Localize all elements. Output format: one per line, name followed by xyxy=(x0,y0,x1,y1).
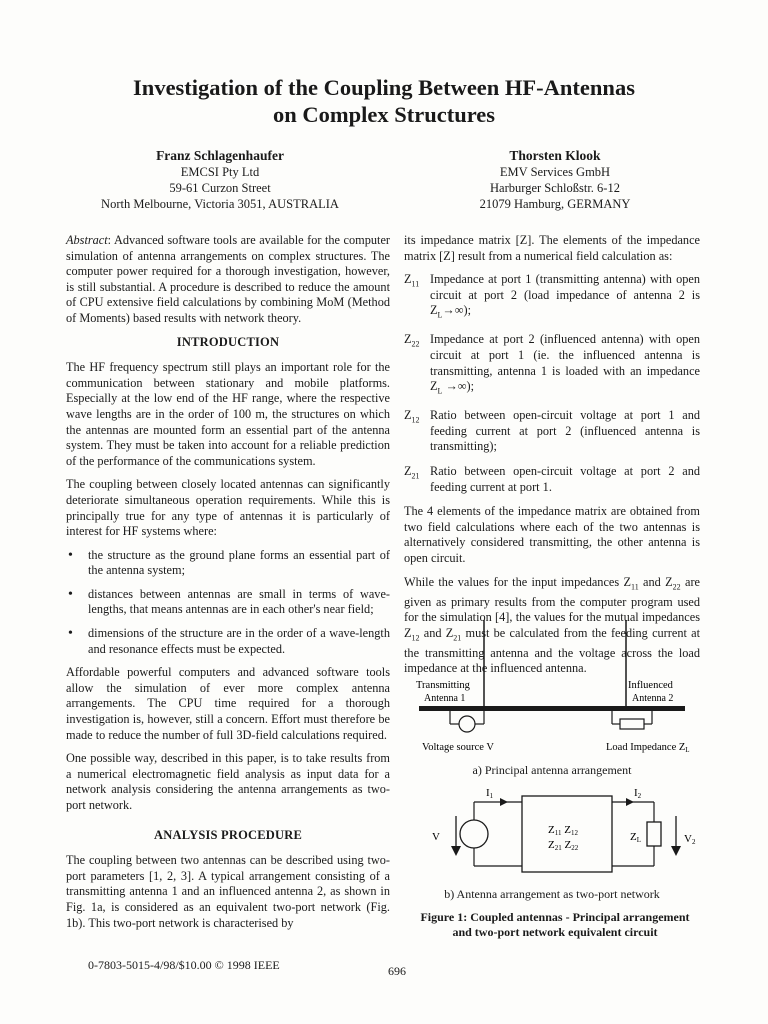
impedance-definitions xyxy=(404,272,700,495)
abstract-label: Abstract xyxy=(66,233,108,247)
author-name: Franz Schlagenhaufer xyxy=(156,148,284,163)
definition-item xyxy=(404,332,700,399)
z-matrix-row-1: Z11 Z12 xyxy=(548,824,578,837)
list-item: • distances between antennas are small in terms of wave-lengths, that means antennas are in each other's near field; xyxy=(66,587,390,618)
abstract-text: : Advanced software tools are available for the computer simulation of antenna arrangements on complex structures. The computer power required for a thorough investigation, however, is still substantial. A procedure is described to reduce the amount of CPU extensive field calculations by combining MoM (Method of Moments) based results with network theory. xyxy=(66,233,390,325)
title-line-2: on Complex Structures xyxy=(272,102,496,127)
definition-text: Ratio between open-circuit voltage at port 2 and feeding current at port 1. xyxy=(430,464,700,494)
current-2-label: I2 xyxy=(634,787,642,800)
figure-1a-diagram xyxy=(404,618,700,768)
abstract xyxy=(66,233,390,327)
voltage-source-symbol xyxy=(459,716,475,732)
intro-paragraph-4: One possible way, described in this paper, is to take results from a numerical electromagnetic field analysis as input data for a network analysis considering the antenna arrangements as two-port network. xyxy=(66,751,390,812)
author-street: Harburger Schloßstr. 6-12 xyxy=(490,181,620,195)
page-number: 696 xyxy=(388,964,406,978)
definition-text: Ratio between open-circuit voltage at port 1 and feeding current at port 2 (influenced antenna is transmitting); xyxy=(430,408,700,454)
list-item: • the structure as the ground plane forms an essential part of the antenna system; xyxy=(66,548,390,579)
current-1-label: I1 xyxy=(486,787,494,800)
figure-1a-caption: a) Principal antenna arrangement xyxy=(472,763,632,777)
intro-paragraph-2: The coupling between closely located antennas can significantly deteriorate simultaneous operation requirements. While this is principally true for any type of antennas it is particularly of interest for HF systems where: xyxy=(66,477,390,539)
definition-symbol: $Z_{12}$ xyxy=(404,408,420,425)
analysis-heading: ANALYSIS PROCEDURE xyxy=(154,827,302,842)
definition-item xyxy=(404,408,700,455)
right-paragraph-3: While the values for the input impedances $Z_{11}$ and $Z_{22}$ are given as primary results from the computer program used for the simulation [4], the values for the mutual impedances $Z_{12}$ and $Z_{21}$ must be calculated from the feeding current at the transmitting antenna and the voltage across the load impedance at the influenced antenna. xyxy=(404,574,700,676)
author-city: 21079 Hamburg, GERMANY xyxy=(479,197,631,211)
author-block-1 xyxy=(70,148,370,212)
definition-symbol: $Z_{11}$ xyxy=(404,272,420,289)
z-matrix-row-2: Z21 Z22 xyxy=(548,839,579,852)
introduction-heading: INTRODUCTION xyxy=(176,334,280,349)
voltage-arrow-icon xyxy=(451,846,461,856)
author-block-2 xyxy=(420,148,690,212)
voltage-source-label: Voltage source V xyxy=(422,742,494,753)
voltage-arrow-icon xyxy=(671,846,681,856)
source-symbol xyxy=(460,820,488,848)
rx-label-2: Antenna 2 xyxy=(632,693,674,704)
right-paragraph-1: its impedance matrix [Z]. The elements of the impedance matrix [Z] result from a numerical field calculation as: xyxy=(404,233,700,263)
author-street: 59-61 Curzon Street xyxy=(169,181,271,195)
ground-plane xyxy=(419,706,685,711)
tx-label-2: Antenna 1 xyxy=(424,693,466,704)
definition-symbol: $Z_{22}$ xyxy=(404,332,420,349)
voltage-label: V xyxy=(432,831,440,843)
intro-paragraph-3: Affordable powerful computers and advanced software tools allow the simulation of ever more complex antenna arrangements. The CPU time required for a thorough investigation is, however, still a concern. Effort must therefore be made to reduce the number of full 3D-field calculations required. xyxy=(66,665,390,742)
voltage-2-label: V2 xyxy=(684,833,696,846)
intro-bullet-list xyxy=(66,548,390,658)
tx-label-1: Transmitting xyxy=(416,680,470,691)
rx-label-1: Influenced xyxy=(628,680,673,691)
definition-item xyxy=(404,464,700,495)
figure-1-caption: Figure 1: Coupled antennas - Principal arrangement and two-port network equivalent circuit xyxy=(420,910,690,939)
load-impedance-label: Load Impedance ZL xyxy=(606,742,690,754)
right-paragraph-2: The 4 elements of the impedance matrix are obtained from two field calculations where each of the two antennas is alternatively considered transmitting, the other antenna is open circuit. xyxy=(404,504,700,565)
author-org: EMCSI Pty Ltd xyxy=(180,165,260,179)
footer-isbn: 0-7803-5015-4/98/$10.00 © 1998 IEEE xyxy=(88,958,280,972)
definition-text: Impedance at port 1 (transmitting antenna) with open circuit at port 2 (load impedance of antenna 2 is $Z_L\to\infty$); xyxy=(430,272,700,320)
paper-title xyxy=(0,74,768,128)
title-line-1: Investigation of the Coupling Between HF-Antennas xyxy=(133,75,635,100)
intro-paragraph-1: The HF frequency spectrum still plays an important role for the communication between stationary and mobile platforms. Especially at the low end of the HF range, where the respective wave lengths are in the order of 100 m, the structures on which the antennas are mounted form an essential part of the antenna system. They must be taken into account for a reliable prediction of the performance of the communications system. xyxy=(66,360,390,468)
author-city: North Melbourne, Victoria 3051, AUSTRALIA xyxy=(101,197,339,211)
figure-1b-diagram xyxy=(404,786,700,886)
author-org: EMV Services GmbH xyxy=(499,165,611,179)
list-item: • dimensions of the structure are in the order of a wave-length and resonance effects must be expected. xyxy=(66,626,390,657)
author-name: Thorsten Klook xyxy=(509,148,601,163)
load-symbol xyxy=(647,822,661,846)
left-column xyxy=(66,233,390,939)
definition-item xyxy=(404,272,700,323)
current-arrow-icon xyxy=(626,798,634,806)
definition-symbol: $Z_{21}$ xyxy=(404,464,420,481)
load-impedance-symbol xyxy=(620,719,644,729)
analysis-paragraph-1: The coupling between two antennas can be described using two-port parameters [1, 2, 3]. A typical arrangement consisting of a transmitting antenna 1 and an influenced antenna 2, as shown in Fig. 1a, is considered as an equivalent two-port network (Fig. 1b). This two-port network is characterised by xyxy=(66,853,390,930)
current-arrow-icon xyxy=(500,798,508,806)
definition-text: Impedance at port 2 (influenced antenna) with open circuit at port 1 (ie. the influenced antenna is transmitting, antenna 1 is loaded with an impedance $Z_L$ →∞); xyxy=(430,332,700,396)
figure-1b-caption: b) Antenna arrangement as two-port network xyxy=(444,887,660,901)
load-label: ZL xyxy=(630,831,642,844)
